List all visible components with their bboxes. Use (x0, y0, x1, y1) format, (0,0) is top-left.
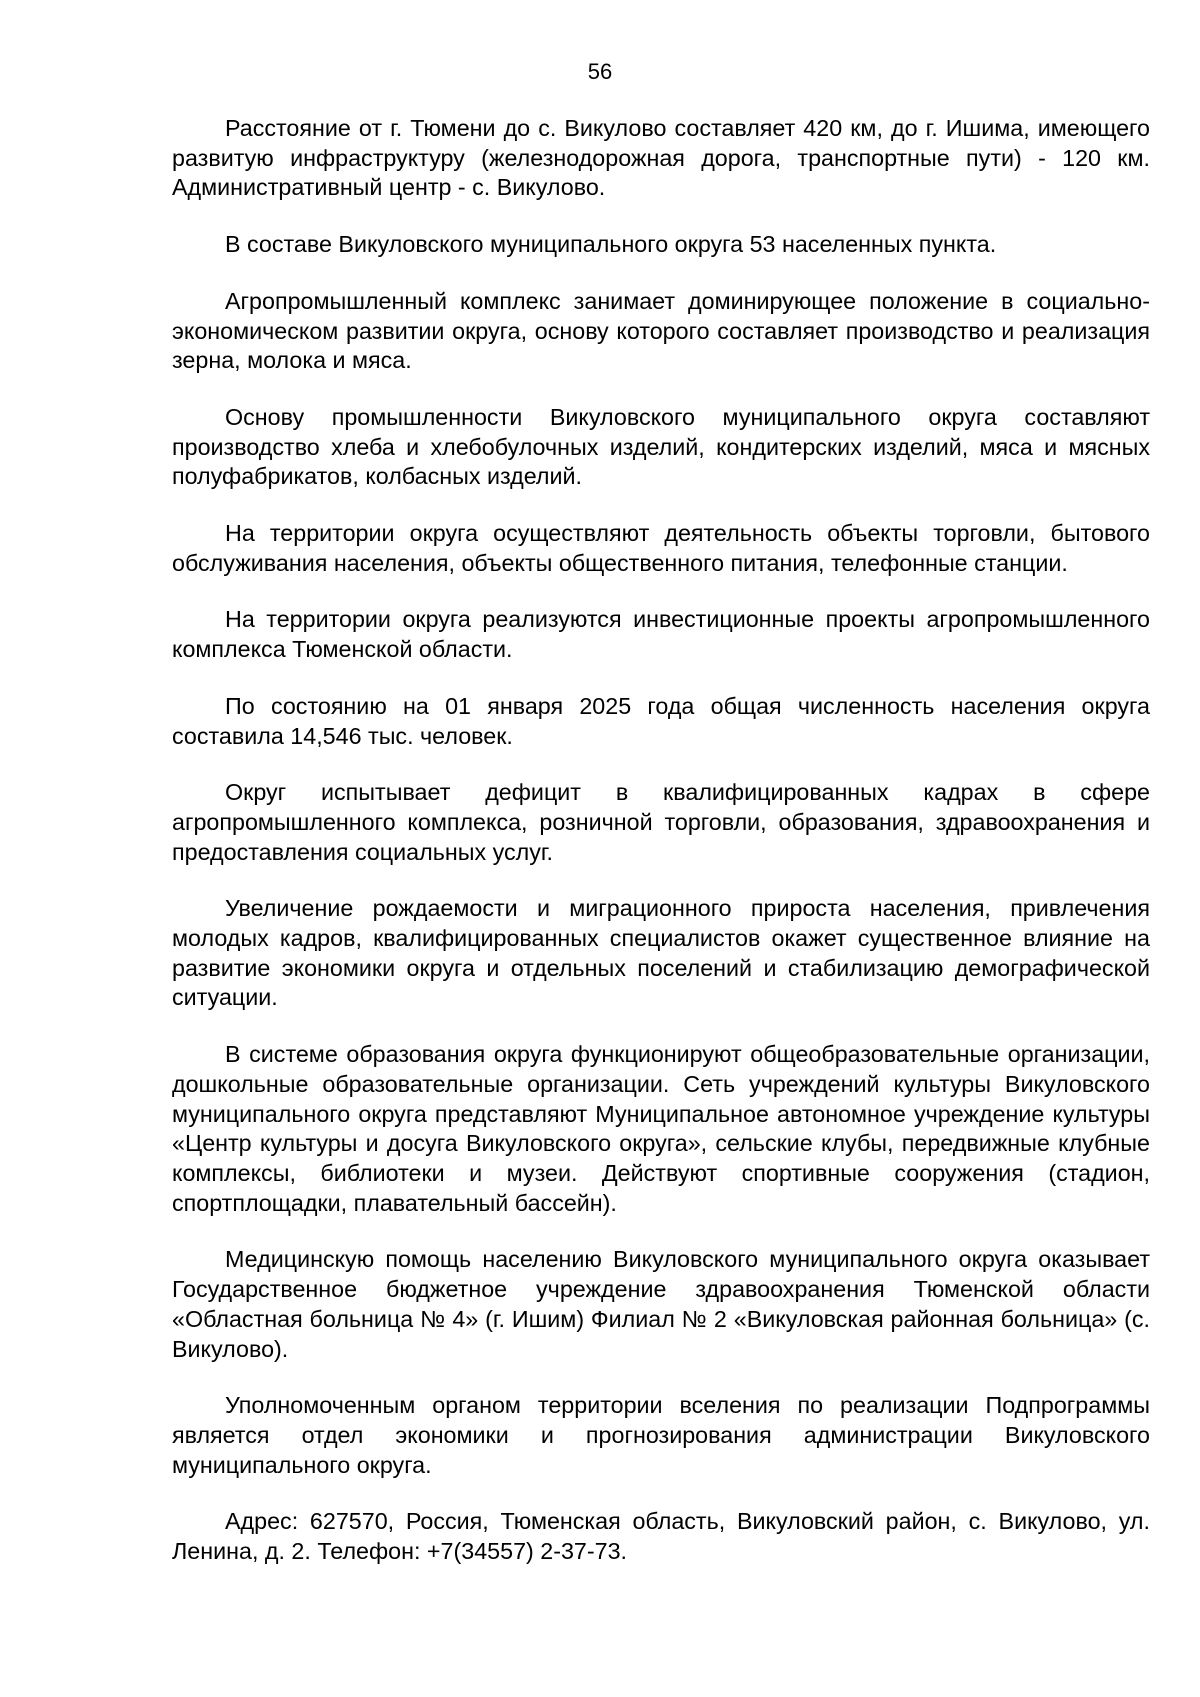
paragraph-investment: На территории округа реализуются инвестиционные проекты агропромышленного комплекса Тюменской области. (172, 606, 1150, 663)
page-number: 56 (587, 59, 613, 84)
paragraph-address: Адрес: 627570, Россия, Тюменская область, Викуловский район, с. Викулово, ул. Ленина, д. 2. Телефон: +7(34557) 2-37-73. (172, 1508, 1150, 1565)
paragraph-population: По состоянию на 01 января 2025 года общая численность населения округа составила 14,546 тыс. человек. (172, 692, 1150, 749)
paragraph-agro-complex: Агропромышленный комплекс занимает доминирующее положение в социально-экономическом развитии округа, основу которого составляет производство и реализация зерна, молока и мяса. (172, 287, 1150, 374)
paragraph-staff-deficit: Округ испытывает дефицит в квалифицированных кадрах в сфере агропромышленного комплекса, розничной торговли, образования, здравоохранения и предоставления социальных услуг. (172, 779, 1150, 865)
paragraph-education-culture: В системе образования округа функционируют общеобразовательные организации, дошкольные образовательные организации. Сеть учреждений культуры Викуловского муниципального округа представляют Муниципальное автономное учреждение культуры «Центр культуры и досуга Викуловского округа», сельские клубы, передвижные клубные комплексы, библиотеки и музеи. Действуют спортивные сооружения (стадион, спортплощадки, плавательный бассейн). (172, 1041, 1150, 1216)
paragraph-medical: Медицинскую помощь населению Викуловского муниципального округа оказывает Государственное бюджетное учреждение здравоохранения Тюменской области «Областная больница № 4» (г. Ишим) Филиал № 2 «Викуловская районная больница» (с. Викулово). (172, 1246, 1150, 1362)
paragraph-services: На территории округа осуществляют деятельность объекты торговли, бытового обслуживания населения, объекты общественного питания, телефонные станции. (172, 520, 1150, 576)
paragraph-authority: Уполномоченным органом территории вселения по реализации Подпрограммы является отдел экономики и прогнозирования администрации Викуловского муниципального округа. (172, 1392, 1150, 1478)
paragraph-demography: Увеличение рождаемости и миграционного прироста населения, привлечения молодых кадров, квалифицированных специалистов окажет существенное влияние на развитие экономики округа и отдельных поселений и стабилизацию демографической ситуации. (172, 895, 1150, 1011)
paragraph-distance: Расстояние от г. Тюмени до с. Викулово составляет 420 км, до г. Ишима, имеющего развитую инфраструктуру (железнодорожная дорога, транспортные пути) - 120 км. Административный центр - с. Викулово. (172, 115, 1150, 201)
paragraph-industry: Основу промышленности Викуловского муниципального округа составляют производство хлеба и хлебобулочных изделий, кондитерских изделий, мяса и мясных полуфабрикатов, колбасных изделий. (172, 403, 1150, 490)
paragraph-settlements: В составе Викуловского муниципального округа 53 населенных пункта. (225, 231, 997, 258)
document-body (172, 114, 1150, 1567)
